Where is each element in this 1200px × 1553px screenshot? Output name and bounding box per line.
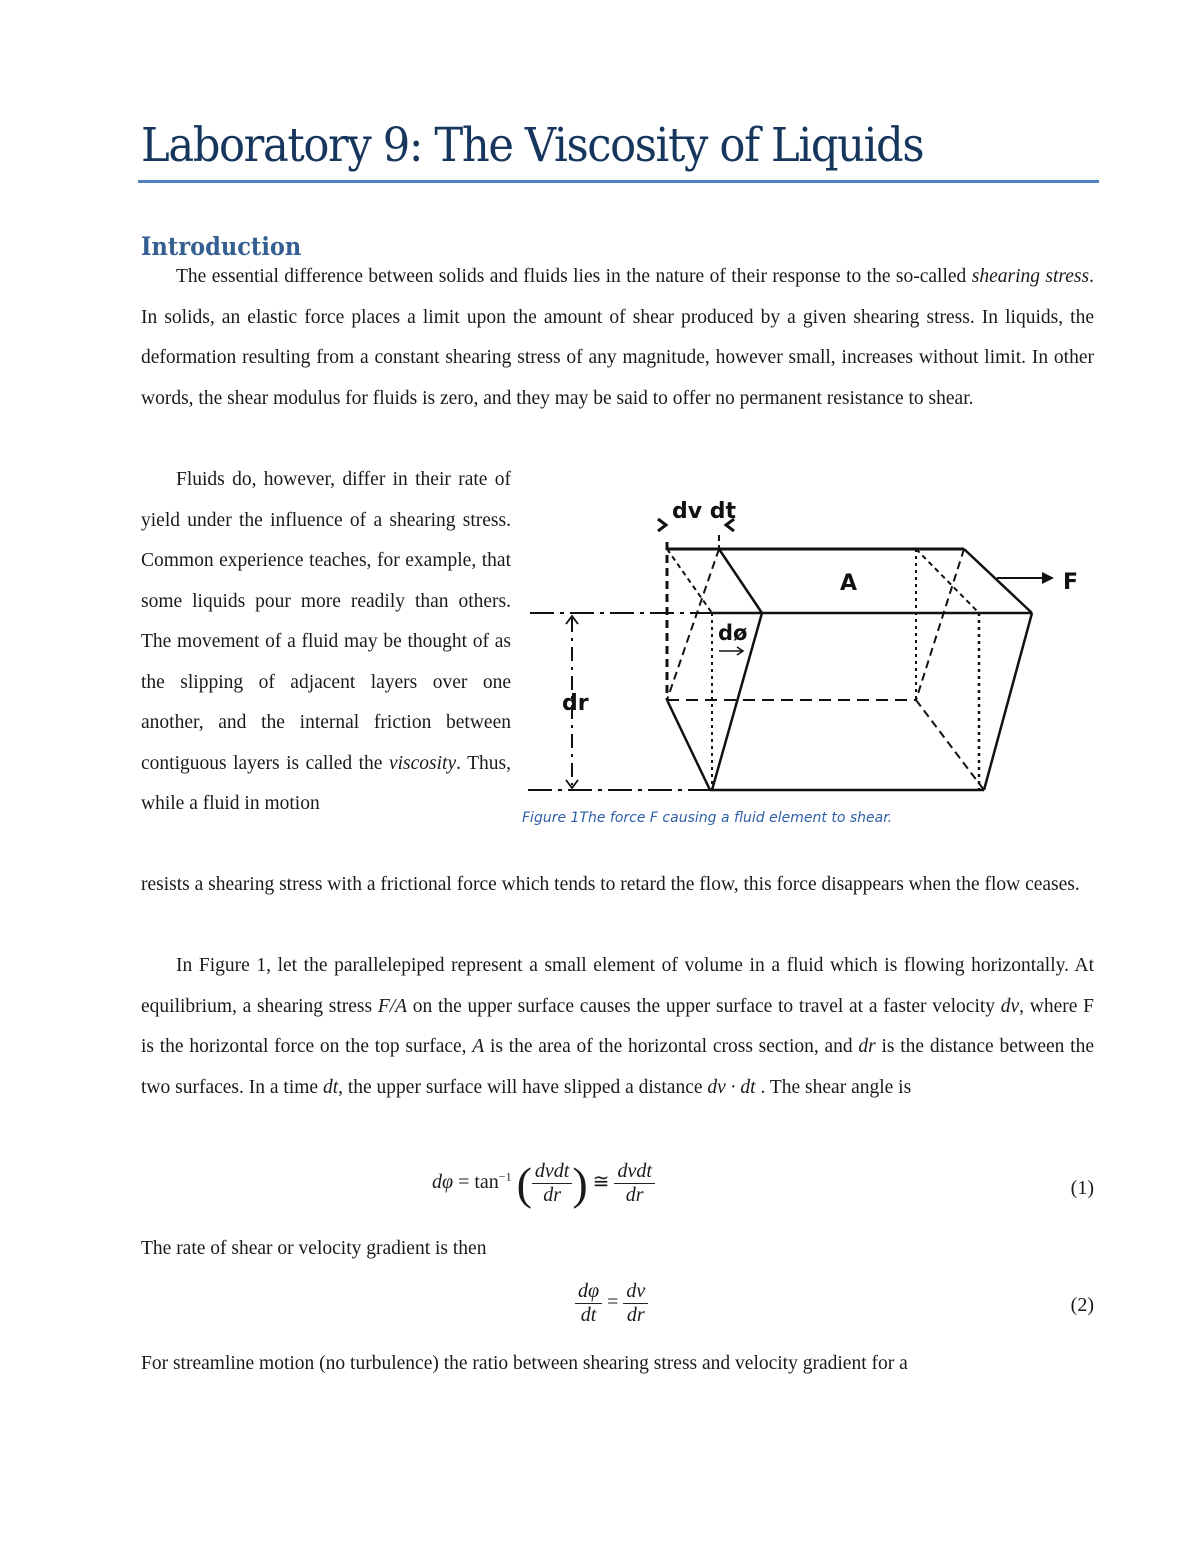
- term-shearing-stress: shearing stress: [971, 266, 1090, 287]
- equation-1-number: (1): [1070, 1177, 1094, 1199]
- paragraph-2: Fluids do, however, differ in their rate of yield under the influence of a shearing stress. Common experience teaches, for example, that some liquids pour more readily than others. The movement of a fluid may be thought of as the slipping of adjacent layers over one another, and the internal friction between contiguous layers is called the viscosity. Thus, while a fluid in motion: [141, 469, 511, 814]
- label-height: dr: [562, 691, 589, 716]
- label-dv-dt: dv dt: [672, 499, 737, 524]
- label-angle: dø: [718, 621, 748, 645]
- paragraph-2-continued: resists a shearing stress with a frictional force which tends to retard the flow, this force disappears when the flow ceases.: [141, 874, 1080, 895]
- label-force: F: [1063, 570, 1079, 595]
- page-title: Laboratory 9: The Viscosity of Liquids: [141, 118, 924, 173]
- final-line: For streamline motion (no turbulence) the ratio between shearing stress and velocity gradient for a: [141, 1353, 908, 1374]
- figure-1-shear-diagram: [522, 490, 1102, 800]
- equation-1: $d\varphi = \tan^{-1}$ ( $\frac{\text{dvdt}}{dr}$ ) ≅ $\frac{\text{dvdt}}{dr}$: [432, 1157, 655, 1210]
- rate-sentence: The rate of shear or velocity gradient is then: [141, 1238, 487, 1259]
- term-viscosity: viscosity: [388, 752, 457, 774]
- title-divider: [138, 180, 1099, 183]
- section-heading-introduction: Introduction: [141, 232, 302, 261]
- equation-2-number: (2): [1070, 1294, 1094, 1316]
- label-area: A: [840, 571, 858, 596]
- equation-2: $\frac{d\varphi}{dt}$ = $\frac{dv}{dr}$: [575, 1280, 648, 1327]
- paragraph-3: In Figure 1, let the parallelepiped represent a small element of volume in a fluid which is flowing horizontally. At equilibrium, a shearing stress F/A on the upper surface causes the upper surface to travel at a faster velocity dv, where F is the horizontal force on the top surface, A is the area of the horizontal cross section, and dr is the distance between the two surfaces. In a time dt, the upper surface will have slipped a distance dv · dt . The shear angle is: [141, 955, 1094, 1098]
- paragraph-1: The essential difference between solids and fluids lies in the nature of their response to the so-called shearing stress. In solids, an elastic force places a limit upon the amount of shear produced by a given shearing stress. In liquids, the deformation resulting from a constant shearing stress of any magnitude, however small, increases without limit. In other words, the shear modulus for fluids is zero, and they may be said to offer no permanent resistance to shear.: [141, 266, 1094, 409]
- figure-caption: Figure 1The force F causing a fluid element to shear.: [522, 810, 893, 826]
